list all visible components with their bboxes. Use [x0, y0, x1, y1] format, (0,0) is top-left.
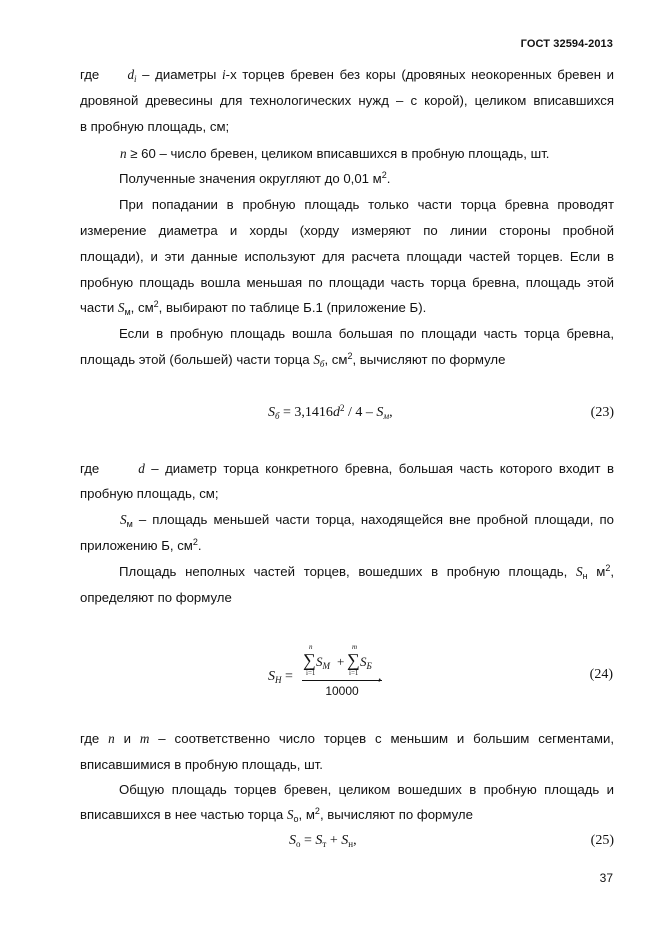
sum-upper-limit: m	[352, 643, 358, 651]
sum-lower-limit: i=1	[306, 669, 316, 677]
math-text: ,	[389, 405, 393, 420]
text-span: , выбирают по таблице Б.1 (приложение Б).	[158, 300, 427, 315]
text-span: где	[80, 461, 100, 476]
plus-sign: +	[337, 654, 345, 669]
text-line: в пробную площадь, см;	[80, 119, 230, 134]
text-line: определяют по формуле	[80, 590, 232, 605]
math-sub: Б	[366, 661, 372, 671]
math-var: S	[289, 833, 296, 848]
text-span: ,	[610, 564, 614, 579]
text-line: площади), и эти данные используют для расчета площади частей торцев. Если в	[80, 249, 614, 264]
math-sub: б	[275, 411, 280, 421]
math-var: S	[117, 300, 125, 315]
math-text: =	[285, 669, 293, 684]
math-var: d	[332, 405, 340, 420]
text-span: ≥ 60 – число бревен, целиком вписавшихся в пробную площадь, шт.	[126, 146, 550, 161]
text-span: приложению Б, см	[80, 538, 193, 553]
math-var: d	[138, 461, 145, 476]
math-var: m	[139, 731, 150, 746]
text-span: вписавшихся в нее частью торца	[80, 807, 287, 822]
math-var: S	[575, 564, 583, 579]
math-sub: Н	[275, 675, 282, 685]
superscript: 2	[381, 170, 387, 180]
math-text: =	[300, 833, 316, 848]
text-span: , вычисляют по формуле	[319, 807, 473, 822]
superscript: 2	[605, 563, 611, 573]
math-var: d	[127, 67, 135, 82]
text-line	[80, 300, 426, 316]
text-span: где	[80, 67, 100, 82]
math-sub: м	[124, 307, 131, 317]
text-line	[120, 512, 614, 528]
math-var: S	[313, 352, 320, 367]
math-text: ,	[378, 669, 382, 684]
sigma-symbol: ∑	[303, 650, 316, 670]
text-span: части	[80, 300, 118, 315]
superscript: 2	[153, 299, 159, 309]
text-line	[80, 67, 614, 83]
superscript: 2	[192, 537, 198, 547]
text-span: , м	[298, 807, 315, 822]
text-line	[80, 352, 505, 368]
text-span: .	[197, 538, 202, 553]
math-sub: м	[383, 411, 390, 421]
math-text: +	[326, 833, 342, 848]
text-line	[119, 171, 390, 187]
formula-25	[289, 833, 357, 849]
text-span: Площадь неполных частей торцев, вошедших в пробную площадь,	[119, 564, 576, 579]
text-line	[120, 146, 549, 162]
math-var: S	[268, 405, 275, 420]
text-span: – площадь меньшей части торца, находящейся вне пробной площади, по	[132, 512, 614, 527]
text-span: – соответственно число торцев с меньшим и большим сегментами,	[149, 731, 614, 746]
document-header: ГОСТ 32594-2013	[520, 38, 613, 50]
text-span: Полученные значения округляют до 0,01 м	[119, 171, 382, 186]
equation-number-23: (23)	[590, 405, 614, 420]
text-span: м	[587, 564, 606, 579]
math-var: S	[376, 405, 384, 420]
text-line	[119, 564, 614, 580]
fraction-denominator: 10000	[325, 684, 359, 698]
math-sub: i	[134, 74, 137, 84]
math-var: S	[120, 512, 127, 527]
text-line: пробную площадь вошла меньшая по площади часть торца бревна, площадь этой	[80, 275, 614, 290]
text-line: При попадании в пробную площадь только части торца бревна проводят	[119, 197, 614, 212]
math-sub: м	[126, 519, 133, 529]
math-sub: о	[296, 839, 301, 849]
sum-lower-limit: i=1	[349, 669, 359, 677]
text-span: площадь этой (большей) части торца	[80, 352, 314, 367]
math-sub: о	[293, 814, 299, 824]
math-var: S	[286, 807, 294, 822]
sum-term	[316, 654, 330, 670]
sum-term	[360, 654, 372, 670]
math-sub: т	[322, 839, 327, 849]
equation-number-24: (24)	[589, 667, 613, 682]
text-span: , см	[130, 300, 154, 315]
math-var: S	[360, 654, 367, 669]
text-line: Общую площадь торцев бревен, целиком вошедших в пробную площадь и	[119, 782, 614, 797]
math-var: n	[108, 731, 115, 746]
math-var: S	[315, 833, 323, 848]
superscript: 2	[339, 403, 345, 413]
text-span: – диаметры	[136, 67, 222, 82]
fraction-bar	[302, 680, 382, 681]
page-number: 37	[599, 871, 613, 885]
sigma-symbol: ∑	[347, 650, 360, 670]
math-var: S	[316, 654, 323, 669]
text-span: где	[80, 731, 109, 746]
math-sub: н	[348, 839, 354, 849]
text-span: .	[386, 171, 391, 186]
math-text: ,	[353, 833, 357, 848]
text-span: , вычисляют по формуле	[352, 352, 506, 367]
text-span: и	[114, 731, 140, 746]
text-line	[80, 807, 473, 823]
text-line: вписавшимися в пробную площадь, шт.	[80, 757, 323, 772]
formula-24-lhs	[268, 669, 293, 685]
math-var: i	[222, 67, 226, 82]
math-text: / 4 –	[344, 405, 377, 420]
math-sub: н	[582, 571, 588, 581]
math-sub: б	[319, 359, 325, 369]
equation-number-25: (25)	[590, 833, 614, 848]
math-sub: М	[322, 661, 330, 671]
math-text: = 3,1416	[279, 405, 333, 420]
text-line: Если в пробную площадь вошла большая по площади часть торца бревна,	[119, 326, 614, 341]
text-span: , см	[324, 352, 348, 367]
formula-23	[268, 405, 393, 421]
math-var: S	[268, 669, 275, 684]
text-line: дровяной древесины для технологических нужд – с корой), целиком вписавшихся	[80, 93, 614, 108]
sum-upper-limit: n	[309, 643, 313, 651]
text-span: – диаметр торца конкретного бревна, большая часть которого входит в	[144, 461, 615, 476]
text-span: -х торцев бревен без коры (дровяных неокоренных бревен и	[225, 67, 614, 82]
superscript: 2	[314, 806, 320, 816]
text-line	[80, 538, 202, 554]
text-line: пробную площадь, см;	[80, 486, 219, 501]
math-var: n	[120, 146, 127, 161]
text-line	[80, 461, 614, 477]
fraction-numerator	[302, 642, 382, 678]
math-var: S	[341, 833, 349, 848]
text-line: измерение диаметра и хорды (хорду измеряют по линии стороны пробной	[80, 223, 614, 238]
superscript: 2	[347, 351, 353, 361]
text-line	[80, 731, 614, 747]
